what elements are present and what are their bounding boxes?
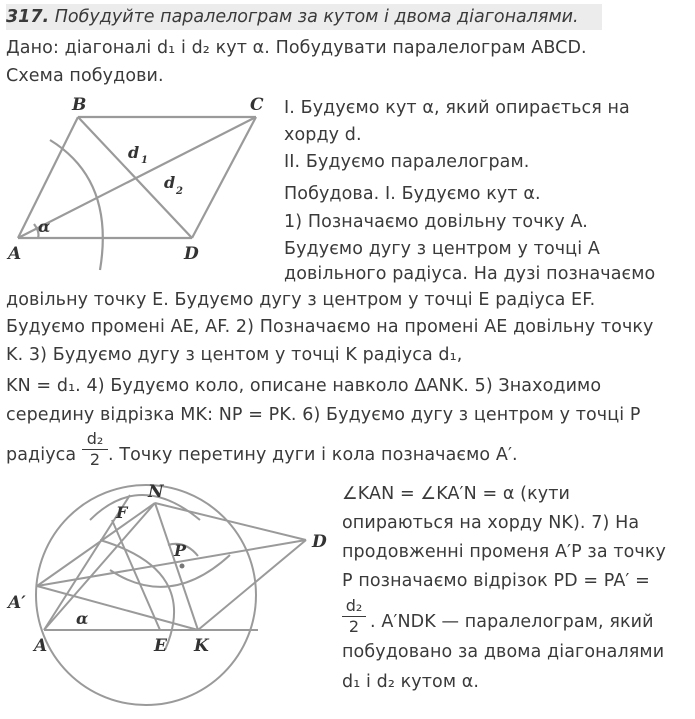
label-d1: d <box>128 143 140 162</box>
label-d2: d <box>164 173 176 192</box>
text-line: середину відрізка MK: NP = PK. 6) Будуємо дугу з центром у точці P <box>6 405 641 425</box>
label-alpha-fig2: α <box>76 609 89 628</box>
text-line: P позначаємо відрізок PD = PA′ = <box>342 571 650 591</box>
text-line: Будуємо промені AE, AF. 2) Позначаємо на промені AE довільну точку <box>6 317 654 337</box>
text-line: II. Будуємо паралелограм. <box>284 152 530 172</box>
problem-number: 317. <box>6 7 50 27</box>
fraction-numerator: d₂ <box>86 429 104 448</box>
label-a-prime: A′ <box>8 593 26 613</box>
fraction-denominator: 2 <box>89 450 101 469</box>
label-n: N <box>148 482 164 502</box>
text-line: довільного радіуса. На дузі позначаємо <box>284 264 656 284</box>
label-alpha: α <box>38 217 51 236</box>
text-line-given: Дано: діагоналі d₁ і d₂ кут α. Побудувати паралелограм ABCD. <box>6 38 587 58</box>
problem-title-text: Побудуйте паралелограм за кутом і двома діагоналями. <box>54 7 579 27</box>
text-line: Побудова. I. Будуємо кут α. <box>284 184 541 204</box>
fraction-numerator: d₂ <box>345 596 363 615</box>
text-line: . A′NDK — паралелограм, який <box>370 612 654 632</box>
point-p <box>180 564 185 569</box>
label-p: P <box>174 541 187 560</box>
label-f: F <box>116 503 128 522</box>
text-line: ∠KAN = ∠KA′N = α (кути <box>342 484 571 504</box>
label-d: D <box>184 244 199 264</box>
text-line: 1) Позначаємо довільну точку A. <box>284 212 588 232</box>
text-line: довільну точку E. Будуємо дугу з центром у точці E радіуса EF. <box>6 290 596 310</box>
text-line-scheme: Схема побудови. <box>6 66 164 86</box>
text-line: . Точку перетину дуги і кола позначаємо A′. <box>108 445 518 465</box>
label-k: K <box>194 636 209 656</box>
text-line: побудовано за двома діагоналями <box>342 642 665 662</box>
text-line: I. Будуємо кут α, який опирається на <box>284 98 630 118</box>
label-a-fig2: A <box>34 636 48 656</box>
text-line: KN = d₁. 4) Будуємо коло, описане навколо ΔANK. 5) Знаходимо <box>6 376 602 396</box>
label-d2-sub: 2 <box>176 186 183 197</box>
text-line: d₁ і d₂ кутом α. <box>342 672 480 692</box>
text-line: радіуса <box>6 445 77 465</box>
segment-n-d <box>155 503 306 540</box>
text-line: продовженні променя A′P за точку <box>342 542 666 562</box>
arc-from-k <box>90 495 200 520</box>
segment-k-d <box>198 540 306 630</box>
segment-n-k <box>155 503 198 630</box>
label-d-fig2: D <box>312 532 327 552</box>
text-line: опираються на хорду NK). 7) На <box>342 513 640 533</box>
fraction-denominator: 2 <box>348 617 360 636</box>
label-c: C <box>250 95 264 115</box>
text-line: K. 3) Будуємо дугу з центом у точці K радіуса d₁, <box>6 345 463 365</box>
label-b: B <box>72 95 87 115</box>
label-e: E <box>154 636 167 656</box>
segment-a-n <box>44 503 155 630</box>
label-d1-sub: 1 <box>141 155 148 166</box>
text-line: Будуємо дугу з центром у точці A <box>284 239 600 259</box>
text-line: хорду d. <box>284 125 362 145</box>
label-a: A <box>8 244 22 264</box>
arc-from-a <box>100 540 174 650</box>
